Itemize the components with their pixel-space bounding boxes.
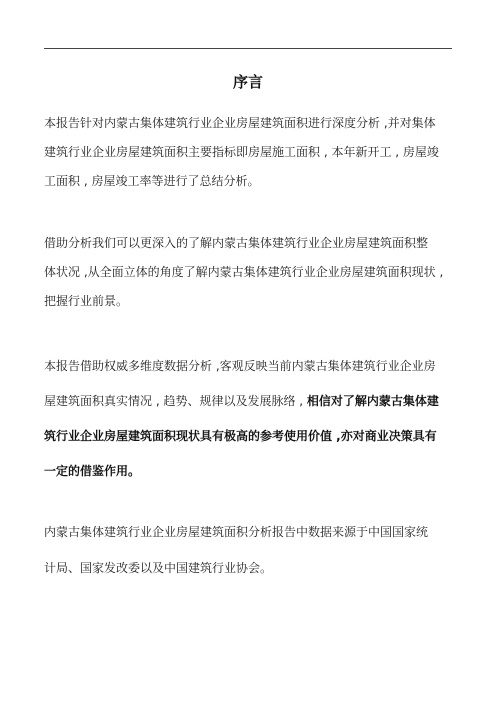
paragraph-value xyxy=(44,349,456,489)
text-line xyxy=(44,109,456,138)
text-run: 借助分析我们可以更深入的了解内蒙古集体建筑行业企业房屋建筑面积整 xyxy=(44,236,429,250)
text-run: 建筑行业企业房屋建筑面积主要指标即房屋施工面积 , 本年新开工 , 房屋竣 xyxy=(44,145,439,159)
text-line xyxy=(44,229,456,258)
paragraph-sources xyxy=(44,514,456,586)
text-line xyxy=(44,419,456,454)
text-run: 体状况 ,从全面立体的角度了解内蒙古集体建筑行业企业房屋建筑面积现状 , xyxy=(44,265,444,279)
text-line xyxy=(44,384,456,419)
paragraph-scope xyxy=(44,109,456,196)
paragraph-purpose xyxy=(44,229,456,316)
text-line xyxy=(44,349,456,384)
text-line xyxy=(44,550,456,586)
emphasis-run: 相信对了解内蒙古集体建 xyxy=(306,394,439,408)
text-line xyxy=(44,138,456,167)
text-line xyxy=(44,167,456,196)
text-run: 屋建筑面积真实情况 , 趋势、规律以及发展脉络 , xyxy=(44,394,307,408)
emphasis-run: 一定的借鉴作用。 xyxy=(44,464,141,478)
text-line xyxy=(44,258,456,287)
text-run: 计局、国家发改委以及中国建筑行业协会。 xyxy=(44,561,273,575)
text-line xyxy=(44,454,456,489)
emphasis-run: 筑行业企业房屋建筑面积现状具有极高的参考使用价值 ,亦对商业决策具有 xyxy=(44,429,437,443)
page-title: 序言 xyxy=(232,73,263,91)
text-line xyxy=(44,514,456,550)
text-run: 工面积 , 房屋竣工率等进行了总结分析。 xyxy=(44,174,260,188)
text-run: 把握行业前景。 xyxy=(44,294,129,308)
text-line xyxy=(44,287,456,316)
text-run: 内蒙古集体建筑行业企业房屋建筑面积分析报告中数据来源于中国国家统 xyxy=(44,525,429,539)
text-run: 本报告借助权威多维度数据分析 ,客观反映当前内蒙古集体建筑行业企业房 xyxy=(44,359,436,373)
header-rule xyxy=(44,48,452,49)
text-run: 本报告针对内蒙古集体建筑行业企业房屋建筑面积进行深度分析 ,并对集体 xyxy=(44,116,436,130)
